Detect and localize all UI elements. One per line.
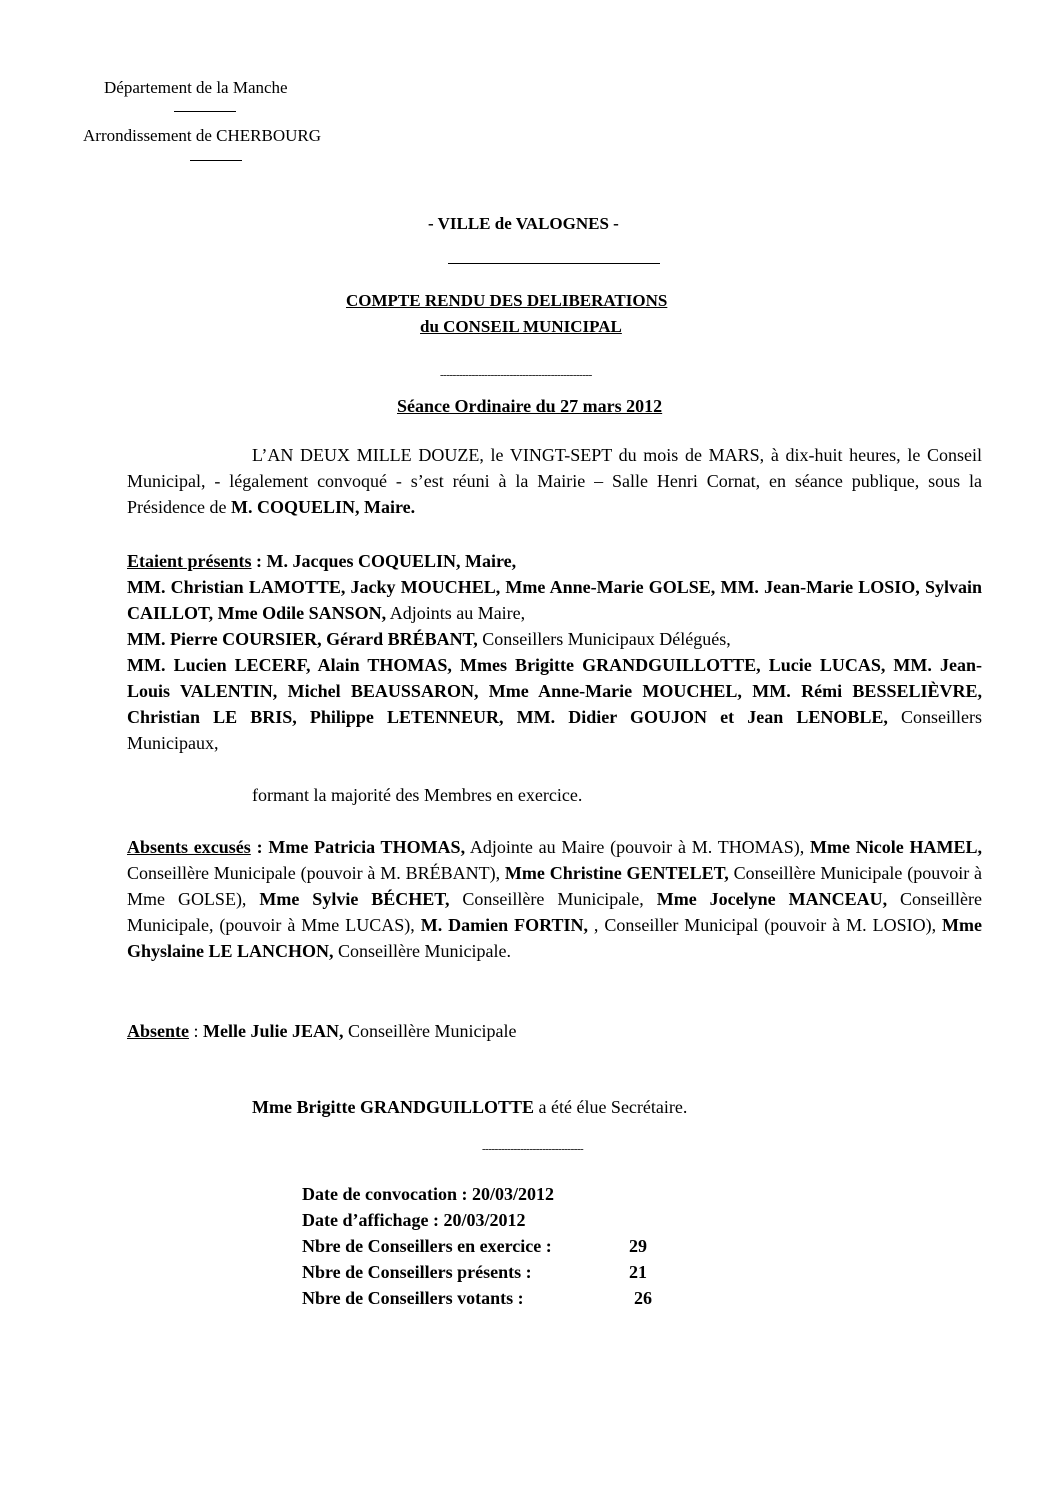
absent-detail: Conseillère Municipale (pouvoir à Mme GOLSE),: [127, 863, 983, 909]
delegues-names: MM. Pierre COURSIER, Gérard BRÉBANT,: [127, 629, 478, 649]
absent-detail: , Conseiller Municipal (pouvoir à M. LOSIO),: [587, 915, 943, 935]
separator: :: [250, 837, 269, 857]
absent-detail: Conseillère Municipale (pouvoir à M. BRÉBANT),: [127, 863, 505, 883]
absent-detail: Conseillère Municipale, (pouvoir à Mme LUCAS),: [127, 889, 983, 935]
divider: [448, 263, 660, 264]
adjoints-line: [127, 574, 982, 626]
absent-detail: Conseillère Municipale.: [333, 941, 511, 961]
date-affichage: Date d’affichage : 20/03/2012: [302, 1210, 526, 1230]
absent-name: Mme Patricia THOMAS,: [268, 837, 466, 857]
conseillers-exercice-label: Nbre de Conseillers en exercice :: [302, 1236, 552, 1256]
absents-excuses-label: Absents excusés: [127, 837, 251, 857]
secretaire-name: Mme Brigitte GRANDGUILLOTTE: [252, 1097, 534, 1117]
conseil-title: du CONSEIL MUNICIPAL: [420, 317, 622, 336]
conseillers-votants-label: Nbre de Conseillers votants :: [302, 1288, 524, 1308]
secretaire-role: a été élue Secrétaire.: [533, 1097, 688, 1117]
majorite-text: formant la majorité des Membres en exercice.: [252, 785, 583, 805]
presents-block: [127, 548, 982, 756]
absente-line: [127, 1018, 982, 1044]
date-convocation: Date de convocation : 20/03/2012: [302, 1184, 554, 1204]
absent-name: Mme Ghyslaine LE LANCHON,: [127, 915, 983, 961]
separator: :: [189, 1021, 204, 1041]
conseillers-line: [127, 652, 982, 756]
absent-name: Mme Sylvie BÉCHET,: [259, 889, 450, 909]
absent-name: Mme Jocelyne MANCEAU,: [656, 889, 888, 909]
absent-name: Mme Christine GENTELET,: [504, 863, 729, 883]
secretaire-line: [252, 1097, 687, 1118]
presents-line: [127, 548, 982, 574]
absente-label: Absente: [127, 1021, 189, 1041]
adjoints-names: MM. Christian LAMOTTE, Jacky MOUCHEL, Mme Anne-Marie GOLSE, MM. Jean-Marie LOSIO, Sylvain CAILLOT, Mme Odile SANSON,: [127, 577, 982, 623]
delegues-line: [127, 626, 982, 652]
separator: :: [251, 551, 267, 571]
intro-text: L’AN DEUX MILLE DOUZE, le VINGT-SEPT du mois de MARS, à dix-huit heures, le Conseil Municipal, - légalement convoqué - s’est réuni à la Mairie – Salle Henri Cornat, en séance publique, sous la Présidence de: [127, 445, 982, 517]
absent-name: Mme Nicole HAMEL,: [809, 837, 983, 857]
dash-separator: --------------------------------: [482, 1143, 584, 1155]
president-name: M. COQUELIN, Maire.: [230, 497, 416, 517]
absent-name: M. Damien FORTIN,: [420, 915, 588, 935]
divider: [174, 111, 236, 112]
conseillers-presents-label: Nbre de Conseillers présents :: [302, 1262, 532, 1282]
seance-title: Séance Ordinaire du 27 mars 2012: [397, 396, 663, 416]
department-heading: Département de la Manche: [104, 78, 288, 97]
arrondissement-heading: Arrondissement de CHERBOURG: [83, 126, 321, 145]
conseillers-votants-value: 26: [634, 1288, 652, 1308]
maire-name: M. Jacques COQUELIN, Maire,: [266, 551, 517, 571]
absente-name: Melle Julie JEAN,: [203, 1021, 344, 1041]
ville-title: - VILLE de VALOGNES -: [428, 214, 619, 233]
delegues-role: Conseillers Municipaux Délégués,: [477, 629, 731, 649]
compte-rendu-title: COMPTE RENDU DES DELIBERATIONS: [346, 291, 668, 310]
absent-detail: Adjointe au Maire (pouvoir à M. THOMAS),: [465, 837, 810, 857]
conseillers-presents-value: 21: [629, 1262, 647, 1282]
divider: [190, 160, 242, 161]
presents-label: Etaient présents: [127, 551, 252, 571]
dash-separator: ------------------------------------------------: [440, 369, 592, 381]
absent-detail: Conseillère Municipale,: [449, 889, 657, 909]
absents-excuses-paragraph: [127, 834, 982, 964]
conseillers-exercice-value: 29: [629, 1236, 647, 1256]
absente-role: Conseillère Municipale: [343, 1021, 517, 1041]
adjoints-role: Adjoints au Maire,: [386, 603, 526, 623]
conseillers-role: Conseillers Municipaux,: [127, 707, 982, 753]
intro-paragraph: [127, 442, 982, 520]
conseillers-names: MM. Lucien LECERF, Alain THOMAS, Mmes Brigitte GRANDGUILLOTTE, Lucie LUCAS, MM. Jean-Louis VALENTIN, Michel BEAUSSARON, Mme Anne-Marie MOUCHEL, MM. Rémi BESSELIÈVRE, Christian LE BRIS, Philippe LETENNEUR, MM. Didier GOUJON et Jean LENOBLE,: [127, 655, 982, 727]
